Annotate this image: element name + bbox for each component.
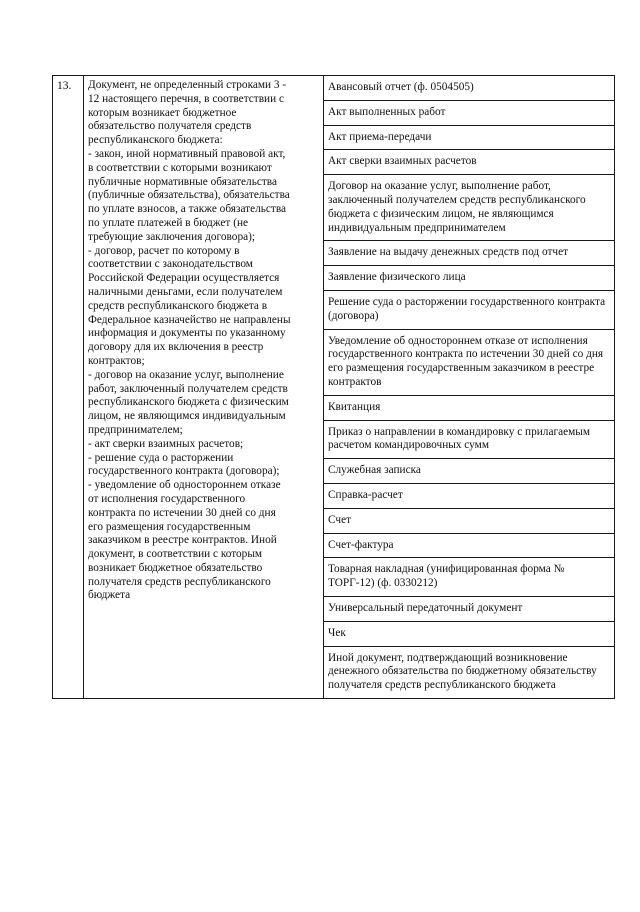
document-list	[324, 76, 614, 698]
description-cell	[84, 76, 324, 699]
list-item: Товарная накладная (унифицированная форма № ТОРГ-12) (ф. 0330212)	[324, 558, 614, 597]
row-number-cell	[53, 76, 84, 699]
list-item: Универсальный передаточный документ	[324, 597, 614, 622]
list-item: Заявление физического лица	[324, 266, 614, 291]
list-item: Служебная записка	[324, 459, 614, 484]
list-item: Счет	[324, 509, 614, 534]
documents-cell	[324, 76, 615, 699]
list-item: Акт выполненных работ	[324, 101, 614, 126]
list-item: Приказ о направлении в командировку с прилагаемым расчетом командировочных сумм	[324, 421, 614, 460]
document-table	[52, 75, 615, 699]
row-description: Документ, не определенный строками 3 - 12 настоящего перечня, в соответствии с которым возникает бюджетное обязательство получателя средств республиканского бюджета: - закон, иной нормативный правовой акт, в соответствии с которыми возникают публичные нормативные обязательства (публичные обязательства), обязательства по уплате взносов, а также обязательства по уплате платежей в бюджет (не требующие заключения договора); - договор, расчет по которому в соответствии с законодательством Российской Федерации осуществляется наличными деньгами, если получателем средств республиканского бюджета в Федеральное казначейство не направлены информация и документы по указанному договору для их включения в реестр контрактов; - договор на оказание услуг, выполнение работ, заключенный получателем средств республиканского бюджета с физическим лицом, не являющимся индивидуальным предпринимателем; - акт сверки взаимных расчетов; - решение суда о расторжении государственного контракта (договора); - уведомление об одностороннем отказе от исполнения государственного контракта по истечении 30 дней со дня его размещения государственным заказчиком в реестре контрактов. Иной документ, в соответствии с которым возникает бюджетное обязательство получателя средств республиканского бюджета	[88, 79, 291, 602]
list-item: Счет-фактура	[324, 534, 614, 559]
list-item: Авансовый отчет (ф. 0504505)	[324, 76, 614, 101]
list-item: Чек	[324, 622, 614, 647]
list-item: Иной документ, подтверждающий возникновение денежного обязательства по бюджетному обязательству получателя средств республиканского бюджета	[328, 651, 597, 692]
row-number: 13.	[57, 80, 72, 92]
list-item: Заявление на выдачу денежных средств под отчет	[324, 241, 614, 266]
list-item: Квитанция	[324, 396, 614, 421]
list-item: Справка-расчет	[324, 484, 614, 509]
table-row	[53, 76, 615, 699]
list-item: Решение суда о расторжении государственного контракта (договора)	[324, 291, 614, 330]
list-item: Уведомление об одностороннем отказе от исполнения государственного контракта по истечении 30 дней со дня его размещения государственным заказчиком в реестре контрактов	[324, 330, 614, 396]
list-item: Акт приема-передачи	[324, 126, 614, 151]
list-item: Акт сверки взаимных расчетов	[324, 150, 614, 175]
list-item: Договор на оказание услуг, выполнение работ, заключенный получателем средств республиканского бюджета с физическим лицом, не являющимся индивидуальным предпринимателем	[324, 175, 614, 241]
